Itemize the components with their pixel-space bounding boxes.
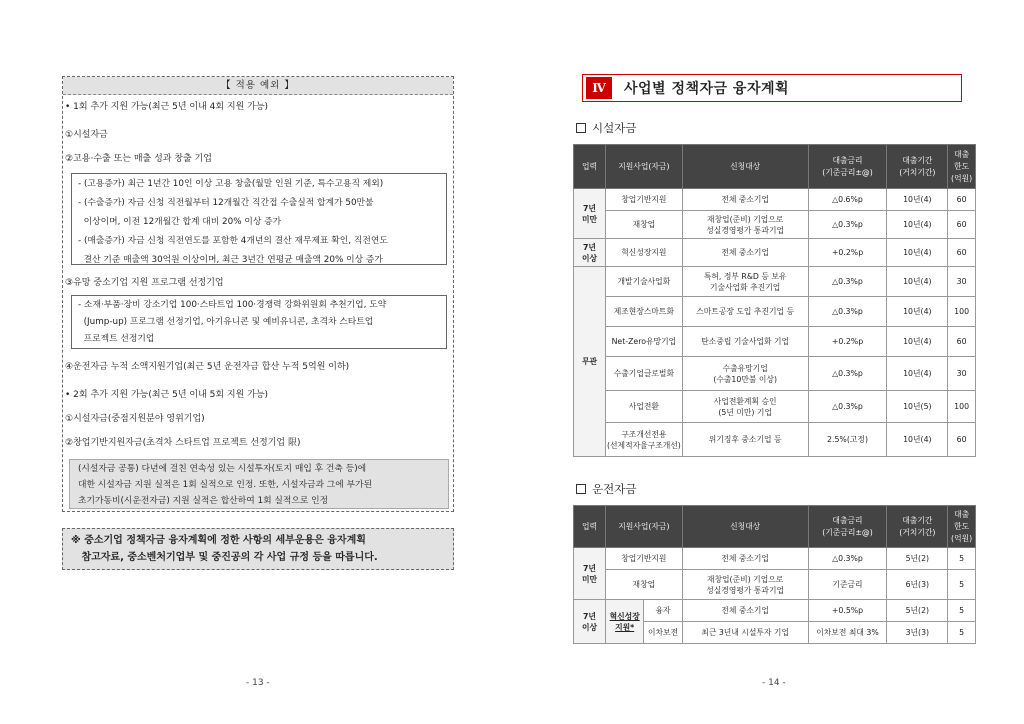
limit-cell: 5: [948, 548, 976, 570]
target-cell: 탄소중립 기술사업화 기업: [682, 327, 808, 357]
target-cell: 재창업(준비) 기업으로 성실경영평가 통과기업: [682, 211, 808, 239]
exception-line: ①시설자금(중점지원분야 영위기업): [65, 414, 205, 424]
section-header: [582, 74, 962, 102]
term-cell: 10년(4): [887, 327, 948, 357]
column-header: 신청대상: [682, 145, 808, 189]
footnote-box: [62, 528, 454, 570]
column-header: 대출금리 (기준금리±@): [808, 506, 887, 548]
table-row: [574, 600, 976, 622]
table-row: [574, 548, 976, 570]
facility-heading: [576, 120, 636, 136]
column-header: 대출 한도 (억원): [948, 506, 976, 548]
rate-cell: △0.3%p: [808, 297, 887, 327]
rate-cell: △0.3%p: [808, 391, 887, 423]
exception-line: ③유망 중소기업 지원 프로그램 선정기업: [65, 278, 224, 288]
rate-cell: △0.3%p: [808, 211, 887, 239]
term-cell: 10년(4): [887, 297, 948, 327]
exception-line: • 1회 추가 지원 가능(최근 5년 이내 4회 지원 가능): [65, 102, 269, 112]
limit-cell: 60: [948, 189, 976, 211]
facility-common-note-text: (시설자금 공통) 다년에 걸친 연속성 있는 시설투자(토지 매입 후 건축 등)에 대한 시설자금 지원 실적은 1회 실적으로 인정. 또한, 시설자금과 그에 부가된 초기가동비(시운전자금) 지원 실적은 합산하여 1회 실적으로 인정: [78, 464, 373, 506]
term-cell: 5년(2): [887, 548, 948, 570]
facility-common-note: [69, 459, 449, 509]
operating-heading: [576, 481, 636, 497]
limit-cell: 30: [948, 357, 976, 391]
program-cell: 제조현장스마트화: [605, 297, 682, 327]
column-header: 대출 한도 (억원): [948, 145, 976, 189]
term-cell: 10년(4): [887, 267, 948, 297]
right-page: [512, 0, 1024, 724]
exception-line: ①시설자금: [65, 130, 108, 140]
table-row: [574, 570, 976, 600]
program-cell: 사업전환: [605, 391, 682, 423]
column-header: 대출금리 (기준금리±@): [808, 145, 887, 189]
program-cell: 창업기반지원: [605, 189, 682, 211]
limit-cell: 5: [948, 622, 976, 644]
rate-cell: +0.5%p: [808, 600, 887, 622]
column-header: 업력: [574, 506, 606, 548]
table-row: [574, 189, 976, 211]
footnote-text: ※ 중소기업 정책자금 융자계획에 정한 사항의 세부운용은 융자계획 참고자료, 중소벤처기업부 및 중진공의 각 사업 규정 등을 따릅니다.: [71, 535, 378, 563]
limit-cell: 60: [948, 239, 976, 267]
limit-cell: 30: [948, 267, 976, 297]
exception-box-title: 【 적용 예외 】: [63, 77, 453, 95]
limit-cell: 100: [948, 391, 976, 423]
age-group-cell: 무관: [574, 267, 606, 457]
table-row: [574, 297, 976, 327]
program-cell: 재창업: [605, 570, 682, 600]
square-bullet-icon: [576, 484, 586, 494]
section-number: Ⅳ: [586, 77, 612, 99]
table-header-row: [574, 506, 976, 548]
rate-cell: +0.2%p: [808, 327, 887, 357]
target-cell: 전체 중소기업: [682, 600, 808, 622]
target-cell: 전체 중소기업: [682, 548, 808, 570]
page-number: - 14 -: [762, 678, 786, 688]
term-cell: 6년(3): [887, 570, 948, 600]
table-row: [574, 267, 976, 297]
page-number: - 13 -: [246, 678, 270, 688]
term-cell: 10년(4): [887, 189, 948, 211]
exception-box: [62, 76, 454, 512]
column-header: 대출기간 (거치기간): [887, 145, 948, 189]
limit-cell: 5: [948, 600, 976, 622]
limit-cell: 60: [948, 423, 976, 457]
employment-criterion: - (고용증가) 최근 1년간 10인 이상 고용 창출(월말 인원 기준, 특수고용직 제외): [78, 179, 384, 189]
column-header: 지원사업(자금): [605, 145, 682, 189]
program-cell: 재창업: [605, 211, 682, 239]
program-cell: 융자: [644, 600, 682, 622]
column-header: 대출기간 (거치기간): [887, 506, 948, 548]
age-group-cell: 7년 미만: [574, 189, 606, 239]
term-cell: 10년(4): [887, 211, 948, 239]
facility-heading-text: 시설자금: [592, 121, 637, 135]
sales-criterion: - (매출증가) 자금 신청 직전연도를 포함한 4개년의 결산 재무제표 확인, 직전연도 결산 기준 매출액 30억원 이상이며, 최근 3년간 연평균 매출액 20% 이상 증가: [78, 236, 388, 265]
operating-heading-text: 운전자금: [592, 482, 637, 496]
age-group-cell: 7년 이상: [574, 239, 606, 267]
target-cell: 재창업(준비) 기업으로 성실경영평가 통과기업: [682, 570, 808, 600]
target-cell: 최근 3년내 시설투자 기업: [682, 622, 808, 644]
table-header-row: [574, 145, 976, 189]
program-list-box: [71, 295, 447, 349]
square-bullet-icon: [576, 123, 586, 133]
operating-fund-table: [573, 505, 976, 644]
section-title: 사업별 정책자금 융자계획: [624, 81, 790, 97]
program-cell: 이차보전: [644, 622, 682, 644]
column-header: 지원사업(자금): [605, 506, 682, 548]
program-cell: 창업기반지원: [605, 548, 682, 570]
exception-line: ②창업기반지원자금(초격차 스타트업 프로젝트 선정기업 限): [65, 438, 301, 448]
rate-cell: △0.3%p: [808, 357, 887, 391]
target-cell: 위기징후 중소기업 등: [682, 423, 808, 457]
innovation-program-cell: 혁신성장 지원*: [605, 600, 643, 644]
rate-cell: 2.5%(고정): [808, 423, 887, 457]
target-cell: 사업전환계획 승인 (5년 미만) 기업: [682, 391, 808, 423]
target-cell: 전체 중소기업: [682, 189, 808, 211]
table-row: [574, 423, 976, 457]
program-cell: 수출기업글로벌화: [605, 357, 682, 391]
limit-cell: 100: [948, 297, 976, 327]
exception-line: ②고용·수출 또는 매출 성과 창출 기업: [65, 154, 212, 164]
term-cell: 10년(4): [887, 423, 948, 457]
table-row: [574, 239, 976, 267]
table-row: [574, 327, 976, 357]
program-cell: Net-Zero유망기업: [605, 327, 682, 357]
program-cell: 구조개선전용 (선제적자율구조개선): [605, 423, 682, 457]
limit-cell: 60: [948, 327, 976, 357]
limit-cell: 5: [948, 570, 976, 600]
term-cell: 10년(4): [887, 239, 948, 267]
export-criterion: - (수출증가) 자금 신청 직전월부터 12개월간 직간접 수출실적 합계가 50만불 이상이며, 이전 12개월간 합계 대비 20% 이상 증가: [78, 198, 374, 227]
term-cell: 3년(3): [887, 622, 948, 644]
table-row: [574, 391, 976, 423]
term-cell: 10년(5): [887, 391, 948, 423]
age-group-cell: 7년 이상: [574, 600, 606, 644]
rate-cell: 이차보전 최대 3%: [808, 622, 887, 644]
rate-cell: △0.3%p: [808, 548, 887, 570]
target-cell: 스마트공장 도입 추진기업 등: [682, 297, 808, 327]
program-cell: 개발기술사업화: [605, 267, 682, 297]
facility-fund-table: [573, 144, 976, 457]
limit-cell: 60: [948, 211, 976, 239]
column-header: 업력: [574, 145, 606, 189]
target-cell: 특허, 정부 R&D 등 보유 기술사업화 추진기업: [682, 267, 808, 297]
column-header: 신청대상: [682, 506, 808, 548]
term-cell: 10년(4): [887, 357, 948, 391]
program-list-text: - 소재·부품·장비 강소기업 100·스타트업 100·경쟁력 강화위원회 추천기업, 도약 (Jump-up) 프로그램 선정기업, 아기유니콘 및 예비유니콘, 초격차 스타트업 프로젝트 선정기업: [78, 300, 387, 344]
exception-line: ④운전자금 누적 소액지원기업(최근 5년 운전자금 합산 누적 5억원 이하): [65, 362, 350, 372]
target-cell: 수출유망기업 (수출10만불 이상): [682, 357, 808, 391]
age-group-cell: 7년 미만: [574, 548, 606, 600]
exception-line: • 2회 추가 지원 가능(최근 5년 이내 5회 지원 가능): [65, 390, 269, 400]
table-row: [574, 211, 976, 239]
table-row: [574, 357, 976, 391]
performance-criteria-box: [71, 173, 447, 265]
rate-cell: 기준금리: [808, 570, 887, 600]
rate-cell: △0.3%p: [808, 267, 887, 297]
term-cell: 5년(2): [887, 600, 948, 622]
rate-cell: +0.2%p: [808, 239, 887, 267]
program-cell: 혁신성장지원: [605, 239, 682, 267]
rate-cell: △0.6%p: [808, 189, 887, 211]
target-cell: 전체 중소기업: [682, 239, 808, 267]
